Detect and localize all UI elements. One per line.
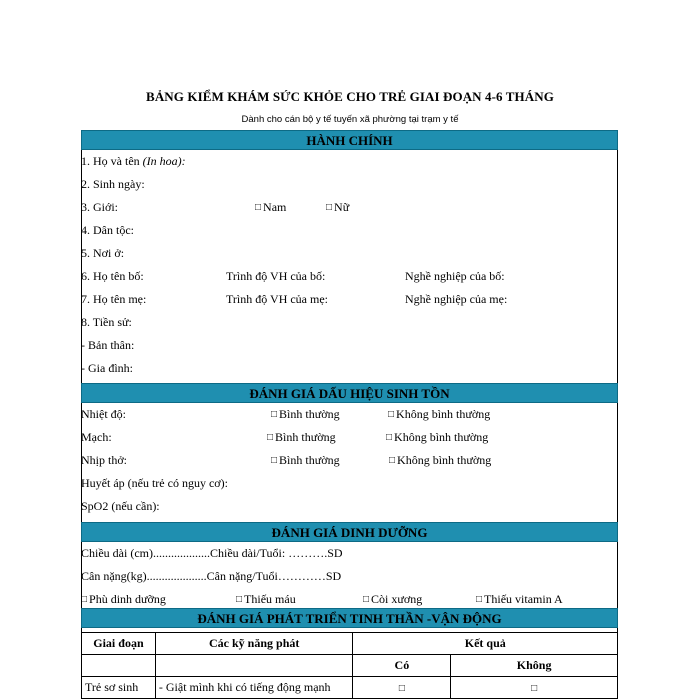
row1-yes-checkbox[interactable]: □ [353, 677, 451, 699]
row1-skill: - Giật mình khi có tiếng động mạnh [155, 677, 353, 699]
resp-label: Nhịp thở: [81, 453, 128, 467]
section-header-vitals: ĐÁNH GIÁ DẤU HIỆU SINH TỒN [81, 383, 618, 403]
row-history-self [81, 334, 618, 357]
rickets-checkbox[interactable]: □ Còi xương [363, 592, 422, 607]
gender-label: 3. Giới: [81, 200, 119, 214]
row-resp [81, 449, 618, 472]
row-ethnicity [81, 219, 618, 242]
health-check-form [81, 130, 618, 628]
row-address [81, 242, 618, 265]
col-stage-header: Giai đoạn [82, 633, 156, 655]
temp-abnormal-checkbox[interactable]: □ Không bình thường [388, 407, 490, 422]
row-nutrition-options [81, 588, 618, 608]
document-title: BẢNG KIỂM KHÁM SỨC KHỎE CHO TRẺ GIAI ĐOẠN 4-6 THÁNG [146, 89, 554, 104]
row-pulse [81, 426, 618, 449]
row-gender [81, 196, 618, 219]
row-spo2 [81, 495, 618, 518]
name-hint: (In hoa): [142, 154, 186, 168]
row-mother [81, 288, 618, 311]
length-label: Chiều dài (cm)...................Chiều dài/Tuổi: ……….SD [81, 546, 343, 560]
stage-blank-cell [82, 655, 156, 677]
father-job-label: Nghề nghiệp của bố: [405, 269, 505, 283]
row-weight [81, 565, 618, 588]
row-temp [81, 403, 618, 426]
mother-edu-label: Trình độ VH của mẹ: [226, 292, 328, 306]
vitamin-a-checkbox[interactable]: □ Thiếu vitamin A [476, 592, 563, 607]
skill-blank-cell [155, 655, 353, 677]
row-father [81, 265, 618, 288]
name-label: 1. Họ và tên [81, 154, 143, 168]
row-dob [81, 173, 618, 196]
row-history-family [81, 357, 618, 380]
history-family-label: - Gia đình: [81, 361, 133, 375]
col-skill-header: Các kỹ năng phát [155, 633, 353, 655]
pulse-label: Mạch: [81, 430, 112, 444]
father-name-label: 6. Họ tên bố: [81, 269, 144, 283]
row1-stage: Trẻ sơ sinh [82, 677, 156, 699]
anemia-checkbox[interactable]: □ Thiếu máu [236, 592, 296, 607]
resp-normal-checkbox[interactable]: □ Bình thường [271, 453, 340, 468]
section-header-admin: HÀNH CHÍNH [81, 130, 618, 150]
father-edu-label: Trình độ VH của bố: [226, 269, 326, 283]
col-no-header: Không [451, 655, 618, 677]
spo2-label: SpO2 (nếu cần): [81, 499, 160, 513]
row-bp [81, 472, 618, 495]
row1-no-checkbox[interactable]: □ [451, 677, 618, 699]
row-name [81, 150, 618, 173]
history-self-label: - Bản thân: [81, 338, 135, 352]
pulse-normal-checkbox[interactable]: □ Bình thường [267, 430, 336, 445]
temp-normal-checkbox[interactable]: □ Bình thường [271, 407, 340, 422]
col-result-header: Kết quả [353, 633, 618, 655]
resp-abnormal-checkbox[interactable]: □ Không bình thường [389, 453, 491, 468]
temp-label: Nhiệt độ: [81, 407, 126, 421]
row-history [81, 311, 618, 334]
history-label: 8. Tiền sử: [81, 315, 132, 329]
gender-male-checkbox[interactable]: □ Nam [255, 200, 286, 215]
pulse-abnormal-checkbox[interactable]: □ Không bình thường [386, 430, 488, 445]
address-label: 5. Nơi ở: [81, 246, 125, 260]
mother-job-label: Nghề nghiệp của mẹ: [405, 292, 508, 306]
ethnicity-label: 4. Dân tộc: [81, 223, 134, 237]
gender-female-checkbox[interactable]: □ Nữ [326, 200, 349, 215]
bp-label: Huyết áp (nếu trẻ có nguy cơ): [81, 476, 228, 490]
col-yes-header: Có [353, 655, 451, 677]
weight-label: Cân nặng(kg)....................Cân nặng/Tuổi…………SD [81, 569, 342, 583]
dob-label: 2. Sinh ngày: [81, 177, 145, 191]
mother-name-label: 7. Họ tên mẹ: [81, 292, 147, 306]
section-header-nutrition: ĐÁNH GIÁ DINH DƯỠNG [81, 522, 618, 542]
row-length [81, 542, 618, 565]
edema-checkbox[interactable]: □ Phù dinh dưỡng [81, 592, 166, 607]
section-header-development: ĐÁNH GIÁ PHÁT TRIỂN TINH THẦN -VẬN ĐỘNG [81, 608, 618, 628]
document-subtitle: Dành cho cán bộ y tế tuyến xã phường tại trạm y tế [241, 114, 459, 125]
development-table [81, 632, 618, 699]
